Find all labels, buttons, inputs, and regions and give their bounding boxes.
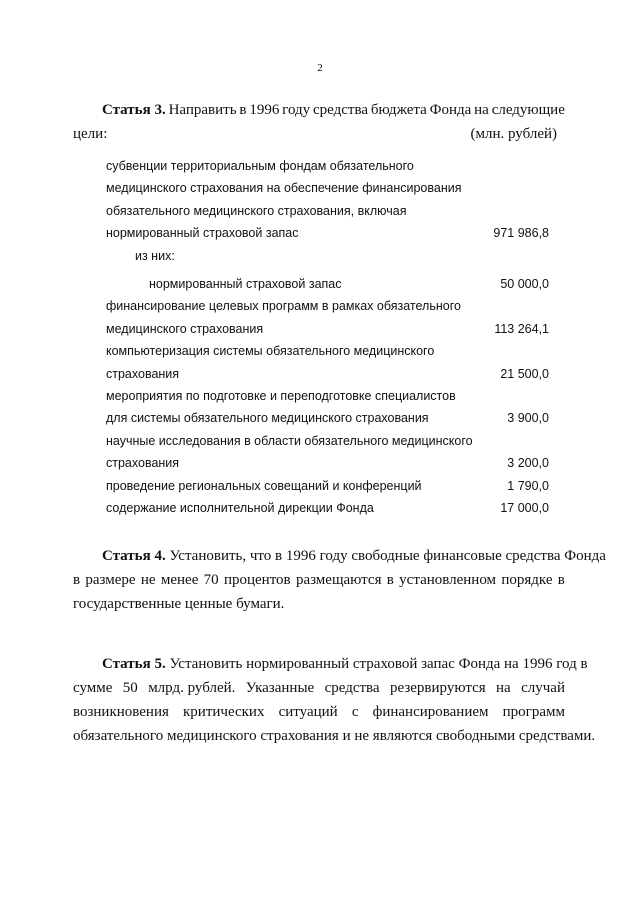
budget-row-line <box>106 245 549 267</box>
budget-row-line <box>106 497 549 519</box>
word: программ <box>502 704 565 720</box>
word: в <box>239 102 247 118</box>
word: размещаются <box>295 572 382 588</box>
budget-row-line <box>106 475 549 497</box>
budget-item-value: 971 986,8 <box>493 226 549 241</box>
budget-row-line <box>106 385 549 407</box>
article-5-line-1 <box>73 652 588 676</box>
word: средства <box>313 102 369 118</box>
word: финансированием <box>372 704 489 720</box>
article-5-line-3 <box>73 700 565 724</box>
article-5 <box>73 652 596 748</box>
word: порядке <box>501 572 553 588</box>
article-3-line-2 <box>73 122 565 146</box>
word: установленном <box>399 572 497 588</box>
budget-item-text: из них: <box>135 248 175 263</box>
text-run: Установить, что в 1996 году свободные финансовые средства Фонда <box>169 548 606 564</box>
word: менее <box>160 572 199 588</box>
budget-item-value: 21 500,0 <box>500 366 549 381</box>
budget-row-line <box>106 340 549 362</box>
budget-table <box>106 155 549 520</box>
budget-item-text: проведение региональных совещаний и конференций <box>106 478 422 493</box>
article-4-line-2 <box>73 568 565 592</box>
budget-item-value: 17 000,0 <box>500 501 549 516</box>
word: с <box>351 704 359 720</box>
word: на <box>474 102 489 118</box>
word: Фонда <box>429 102 472 118</box>
budget-row-line <box>106 177 549 199</box>
word: году <box>282 102 311 118</box>
word: критических <box>183 704 265 720</box>
budget-item-text: субвенции территориальным фондам обязательного <box>106 159 414 173</box>
budget-row-line <box>106 318 549 340</box>
budget-row-line <box>106 155 549 177</box>
word: следующие <box>491 102 565 118</box>
word: размере <box>85 572 136 588</box>
budget-item-text: страхования <box>106 366 180 381</box>
budget-item-value: 3 900,0 <box>507 411 549 426</box>
word: в <box>386 572 394 588</box>
word: в <box>557 572 565 588</box>
page-number: 2 <box>317 62 323 74</box>
text-run: обязательного медицинского страхования и не являются свободными средствами. <box>73 728 596 744</box>
word: не <box>140 572 156 588</box>
article-4 <box>73 544 606 616</box>
budget-item-value: 113 264,1 <box>494 321 549 336</box>
budget-item-text: медицинского страхования <box>106 321 264 336</box>
budget-item-text: нормированный страховой запас <box>106 226 299 241</box>
budget-item-value: 50 000,0 <box>500 277 549 292</box>
budget-row-line <box>106 363 549 385</box>
article-3 <box>73 98 565 146</box>
word: 70 <box>203 572 219 588</box>
budget-row-line <box>106 452 549 474</box>
budget-item-text: страхования <box>106 456 180 471</box>
word: бюджета <box>370 102 427 118</box>
word: средства <box>324 680 380 696</box>
budget-row-line <box>106 273 549 295</box>
word: возникновения <box>73 704 169 720</box>
unit-label: (млн. рублей) <box>470 126 557 142</box>
article-label: Статья 3. <box>102 102 166 118</box>
word: случай <box>521 680 565 696</box>
budget-row-line <box>106 222 549 244</box>
budget-item-text: компьютеризация системы обязательного медицинского <box>106 344 435 359</box>
budget-item-text: для системы обязательного медицинского страхования <box>106 411 429 426</box>
article-label: Статья 4. <box>102 548 166 564</box>
text-run: Установить нормированный страховой запас Фонда на 1996 год в <box>169 656 588 672</box>
word: ситуаций <box>278 704 338 720</box>
budget-item-text: медицинского страхования на обеспечение финансирования <box>106 181 462 196</box>
word: 50 <box>122 680 138 696</box>
word: цели: <box>73 126 108 142</box>
budget-row-line <box>106 200 549 222</box>
budget-item-text: нормированный страховой запас <box>149 277 342 292</box>
budget-item-text: научные исследования в области обязательного медицинского <box>106 433 473 448</box>
text-run: государственные ценные бумаги. <box>73 596 285 612</box>
budget-item-text: мероприятия по подготовке и переподготовке специалистов <box>106 389 456 404</box>
word: Направить <box>168 102 237 118</box>
word: 1996 <box>249 102 280 118</box>
word: сумме <box>73 680 113 696</box>
article-4-line-3 <box>73 592 565 616</box>
word: в <box>73 572 81 588</box>
article-3-line-1 <box>73 98 565 122</box>
budget-row-line <box>106 407 549 429</box>
budget-row-line <box>106 430 549 452</box>
word: резервируются <box>389 680 486 696</box>
budget-item-text: содержание исполнительной дирекции Фонда <box>106 501 374 516</box>
word: на <box>496 680 511 696</box>
word: млрд. рублей. <box>148 680 236 696</box>
budget-item-text: обязательного медицинского страхования, включая <box>106 203 407 218</box>
word: процентов <box>223 572 291 588</box>
budget-item-text: финансирование целевых программ в рамках обязательного <box>106 299 461 314</box>
budget-item-value: 3 200,0 <box>507 456 549 471</box>
article-5-line-4 <box>73 724 596 748</box>
budget-row-line <box>106 295 549 317</box>
article-5-line-2 <box>73 676 565 700</box>
article-label: Статья 5. <box>102 656 166 672</box>
article-4-line-1 <box>73 544 606 568</box>
word: Указанные <box>245 680 315 696</box>
budget-item-value: 1 790,0 <box>507 478 549 493</box>
